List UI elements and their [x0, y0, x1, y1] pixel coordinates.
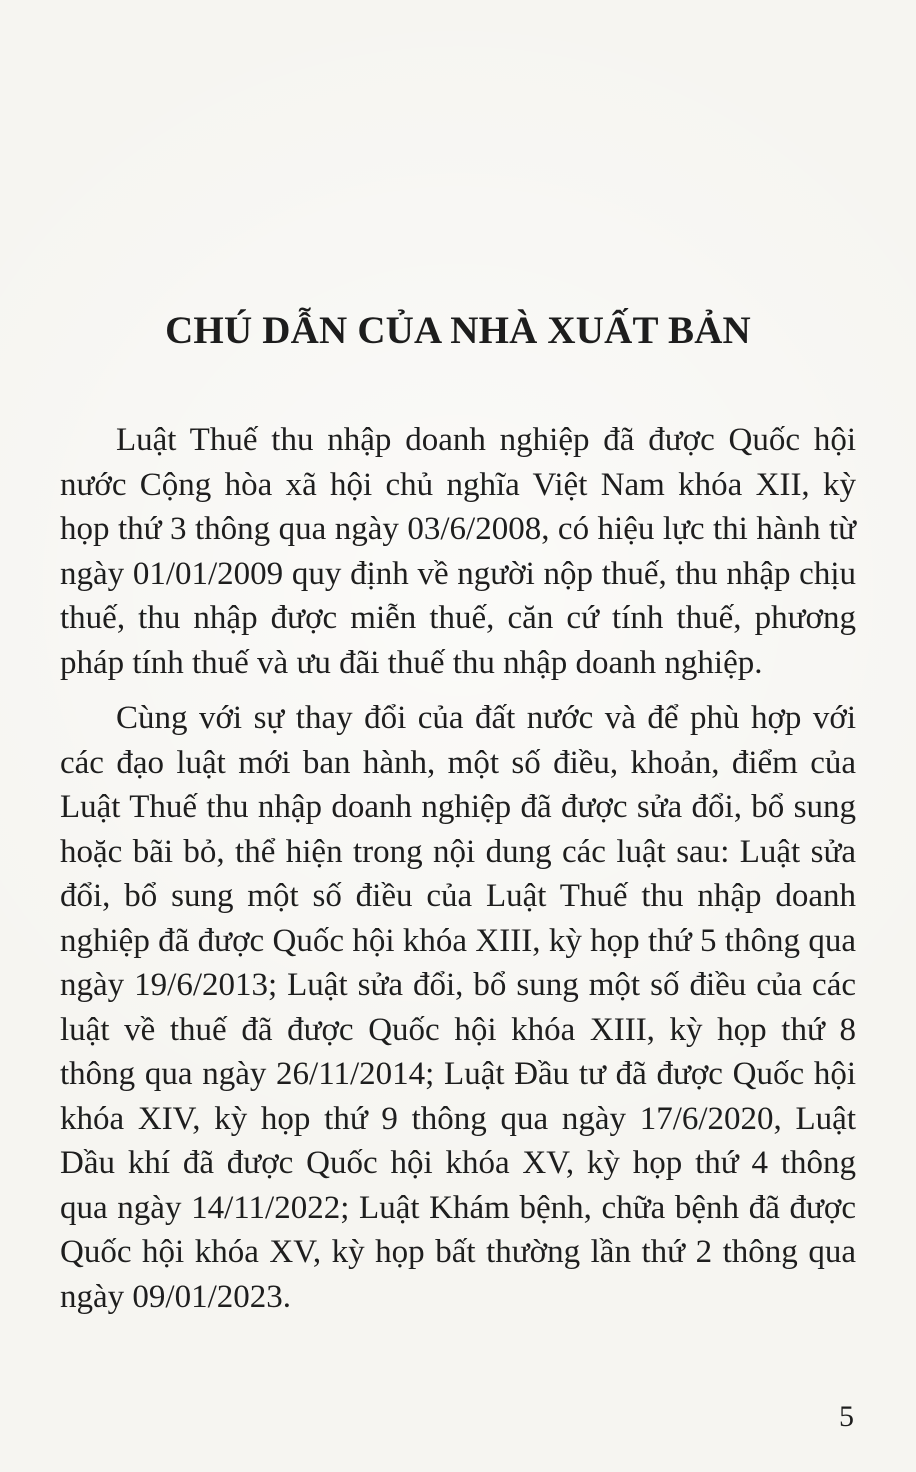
page-body	[60, 418, 856, 1319]
page-title: CHÚ DẪN CỦA NHÀ XUẤT BẢN	[165, 309, 751, 352]
page-number: 5	[839, 1400, 854, 1433]
paragraph-1: Luật Thuế thu nhập doanh nghiệp đã được Quốc hội nước Cộng hòa xã hội chủ nghĩa Việt Nam khóa XII, kỳ họp thứ 3 thông qua ngày 03/6/2008, có hiệu lực thi hành từ ngày 01/01/2009 quy định về người nộp thuế, thu nhập chịu thuế, thu nhập được miễn thuế, căn cứ tính thuế, phương pháp tính thuế và ưu đãi thuế thu nhập doanh nghiệp.	[60, 422, 856, 681]
paragraph-2: Cùng với sự thay đổi của đất nước và để phù hợp với các đạo luật mới ban hành, một số điều, khoản, điểm của Luật Thuế thu nhập doanh nghiệp đã được sửa đổi, bổ sung hoặc bãi bỏ, thể hiện trong nội dung các luật sau: Luật sửa đổi, bổ sung một số điều của Luật Thuế thu nhập doanh nghiệp đã được Quốc hội khóa XIII, kỳ họp thứ 5 thông qua ngày 19/6/2013; Luật sửa đổi, bổ sung một số điều của các luật về thuế đã được Quốc hội khóa XIII, kỳ họp thứ 8 thông qua ngày 26/11/2014; Luật Đầu tư đã được Quốc hội khóa XIV, kỳ họp thứ 9 thông qua ngày 17/6/2020, Luật Dầu khí đã được Quốc hội khóa XV, kỳ họp thứ 4 thông qua ngày 14/11/2022; Luật Khám bệnh, chữa bệnh đã được Quốc hội khóa XV, kỳ họp bất thường lần thứ 2 thông qua ngày 09/01/2023.	[60, 700, 856, 1315]
